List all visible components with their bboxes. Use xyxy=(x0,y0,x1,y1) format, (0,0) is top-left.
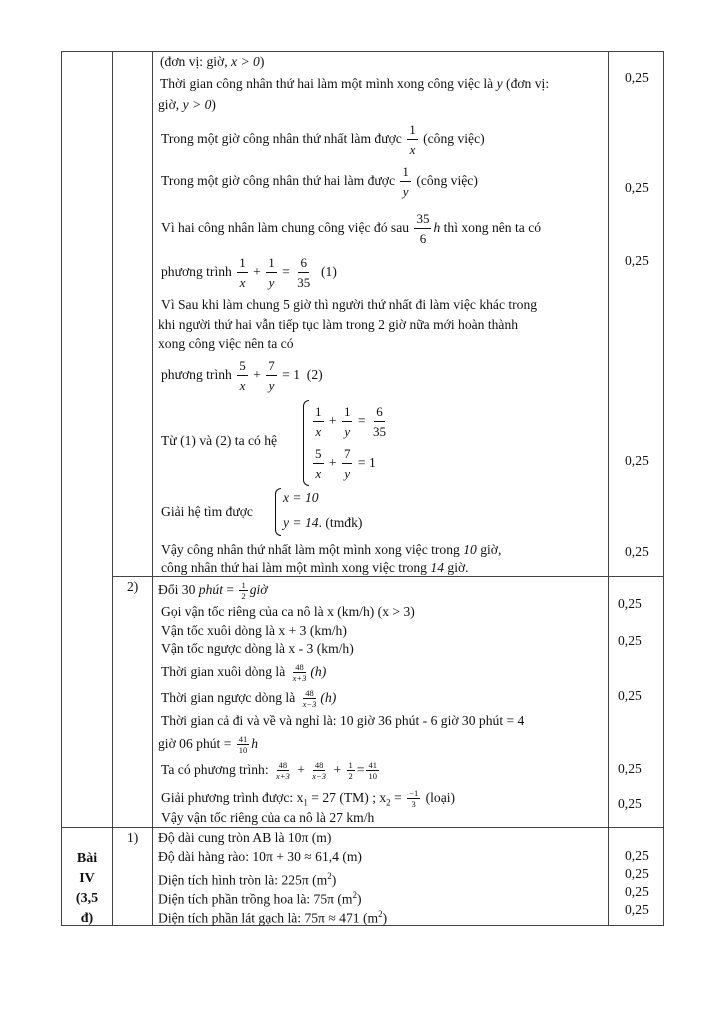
q1-rate-worker1: Trong một giờ công nhân thứ nhất làm được $\frac{1}{x}$ (công việc) xyxy=(161,122,485,158)
q1-system-label: Từ (1) và (2) ta có hệ xyxy=(161,433,278,448)
fraction: $\frac{1}{x}$ xyxy=(239,255,246,291)
q1-together: Vì hai công nhân làm chung công việc đó sau $\frac{35}{6}$ h thì xong nên ta có xyxy=(161,211,542,247)
fraction: $\frac{1}{2}$ xyxy=(241,579,246,602)
score-bai4-1: 0,25 xyxy=(625,848,649,863)
q2-line3: Vận tốc ngược dòng là x - 3 (km/h) xyxy=(161,641,354,656)
q2-number: 2) xyxy=(127,579,139,594)
score-q2-3: 0,25 xyxy=(618,688,642,703)
table-col-divider-1 xyxy=(112,51,113,926)
score-bai4-4: 0,25 xyxy=(625,902,649,917)
bai4-label: Bài IV (3,5 đ) xyxy=(75,851,99,926)
fraction: $\frac{1}{x}$ xyxy=(315,404,322,440)
q2-line5: Thời gian ngược dòng là $\frac{48}{x-3}$ (h) xyxy=(161,687,337,710)
score-bai4-3: 0,25 xyxy=(625,884,649,899)
score-q2-4: 0,25 xyxy=(618,761,642,776)
q2-line1: Gọi vận tốc riêng của ca nô là x (km/h) (x > 3) xyxy=(161,604,415,619)
q1-para-line3: xong công việc nên ta có xyxy=(158,336,294,351)
solution-brace xyxy=(275,488,281,536)
q1-line1: Thời gian công nhân thứ hai làm một mình xong công việc là y (đơn vị: xyxy=(160,76,550,91)
q1-line0: (đơn vị: giờ, x > 0) xyxy=(160,54,265,69)
score-q1-5: 0,25 xyxy=(625,544,649,559)
fraction: $\frac{5}{x}$ xyxy=(315,446,322,482)
q1-solution-x: x = 10 xyxy=(283,490,319,505)
fraction: $\frac{1}{2}$ xyxy=(348,759,353,782)
fraction: $\frac{5}{x}$ xyxy=(239,358,246,394)
fraction: $\frac{7}{y}$ xyxy=(268,358,275,394)
score-q2-1: 0,25 xyxy=(618,596,642,611)
row-divider-bai4 xyxy=(61,827,664,828)
score-q1-1: 0,25 xyxy=(625,70,649,85)
fraction: $\frac{48}{x-3}$ xyxy=(312,759,327,782)
q1-conclusion-1: Vậy công nhân thứ nhất làm một mình xong việc trong 10 giờ, xyxy=(161,542,502,557)
fraction: $\frac{1}{x}$ xyxy=(409,122,416,158)
fraction: $\frac{48}{x-3}$ xyxy=(302,687,317,710)
fraction: $\frac{6}{35}$ xyxy=(297,255,311,291)
q2-line6: Thời gian cả đi và về và nghỉ là: 10 giờ 36 phút - 6 giờ 30 phút = 4 xyxy=(161,713,525,728)
q2-line10: Vậy vận tốc riêng của ca nô là 27 km/h xyxy=(161,810,375,825)
q1-line2: giờ, y > 0) xyxy=(158,97,216,112)
table-col-divider-3 xyxy=(608,51,609,926)
q1-system-row1: $\frac{1}{x}$ + $\frac{1}{y}$ = $\frac{6}{35}$ xyxy=(315,404,386,440)
bai4-line5: Diện tích phần lát gạch là: 75π ≈ 471 $(m^2)$ xyxy=(158,909,388,926)
table-col-divider-2 xyxy=(152,51,153,926)
table-border-top xyxy=(61,51,664,52)
q1-system-row2: $\frac{5}{x}$ + $\frac{7}{y}$ = 1 xyxy=(315,446,376,482)
fraction: $\frac{48}{x+3}$ xyxy=(276,759,290,782)
fraction: $\frac{-1}{3}$ xyxy=(409,787,419,810)
bai4-line2: Độ dài hàng rào: 10π + 30 ≈ 61,4 (m) xyxy=(158,849,362,864)
q1-solution-y: y = 14. (tmđk) xyxy=(283,515,363,530)
q1-para-line1: Vì Sau khi làm chung 5 giờ thì người thứ nhất đi làm việc khác trong xyxy=(161,297,538,312)
system-brace xyxy=(303,400,309,486)
table-border-left xyxy=(61,51,62,926)
score-q2-5: 0,25 xyxy=(618,796,642,811)
table-border-right xyxy=(663,51,664,926)
bai4-line3: Diện tích hình tròn là: 225π $(m^2)$ xyxy=(158,871,337,888)
fraction: $\frac{41}{10}$ xyxy=(368,759,377,782)
q2-conversion: Đổi 30 phút = $\frac{1}{2}$ giờ xyxy=(158,579,268,602)
q2-line8: Ta có phương trình: $\frac{48}{x+3}$ + $\frac{48}{x-3}$ + $\frac{1}{2}$ = $\frac{41}{10}$ xyxy=(161,759,377,782)
q1-conclusion-2: công nhân thứ hai làm một mình xong việc trong 14 giờ. xyxy=(161,560,469,575)
fraction: $\frac{6}{35}$ xyxy=(372,404,386,440)
score-q1-3: 0,25 xyxy=(625,253,649,268)
fraction: $\frac{1}{y}$ xyxy=(343,404,351,440)
score-q1-4: 0,25 xyxy=(625,453,649,468)
q2-line4: Thời gian xuôi dòng là $\frac{48}{x+3}$ (h) xyxy=(161,661,327,684)
fraction: $\frac{1}{y}$ xyxy=(268,255,275,291)
q1-rate-worker2: Trong một giờ công nhân thứ hai làm được $\frac{1}{y}$ (công việc) xyxy=(161,164,478,200)
bai4-line4: Diện tích phần trồng hoa là: 75π $(m^2)$ xyxy=(158,890,362,907)
q1-equation-1: phương trình $\frac{1}{x}$ + $\frac{1}{y}$ = $\frac{6}{35}$ (1) xyxy=(161,255,337,291)
q1-equation-2: phương trình $\frac{5}{x}$ + $\frac{7}{y}$ = 1 (2) xyxy=(161,358,323,394)
q2-line2: Vận tốc xuôi dòng là x + 3 (km/h) xyxy=(161,623,347,638)
q1-para-line2: khi người thứ hai vẫn tiếp tục làm trong 2 giờ nữa mới hoàn thành xyxy=(158,317,519,332)
q2-line9: Giải phương trình được: $x_1 = 27$ (TM) ; $x_2$ = $\frac{-1}{3}$ (loại) xyxy=(161,787,456,810)
fraction: $\frac{41}{10}$ xyxy=(238,733,248,756)
fraction: $\frac{48}{x+3}$ xyxy=(292,661,307,684)
fraction: $\frac{35}{6}$ xyxy=(416,211,430,247)
score-q2-2: 0,25 xyxy=(618,633,642,648)
score-bai4-2: 0,25 xyxy=(625,866,649,881)
bai4-number: 1) xyxy=(127,830,139,845)
q2-line7: giờ 06 phút = $\frac{41}{10}$ h xyxy=(158,733,259,756)
fraction: $\frac{7}{y}$ xyxy=(343,446,351,482)
score-q1-2: 0,25 xyxy=(625,180,649,195)
q1-solve-label: Giải hệ tìm được xyxy=(161,504,253,519)
bai4-line1: Độ dài cung tròn AB là 10π (m) xyxy=(158,830,332,845)
row-divider-q1-q2 xyxy=(112,576,664,577)
fraction: $\frac{1}{y}$ xyxy=(402,164,409,200)
